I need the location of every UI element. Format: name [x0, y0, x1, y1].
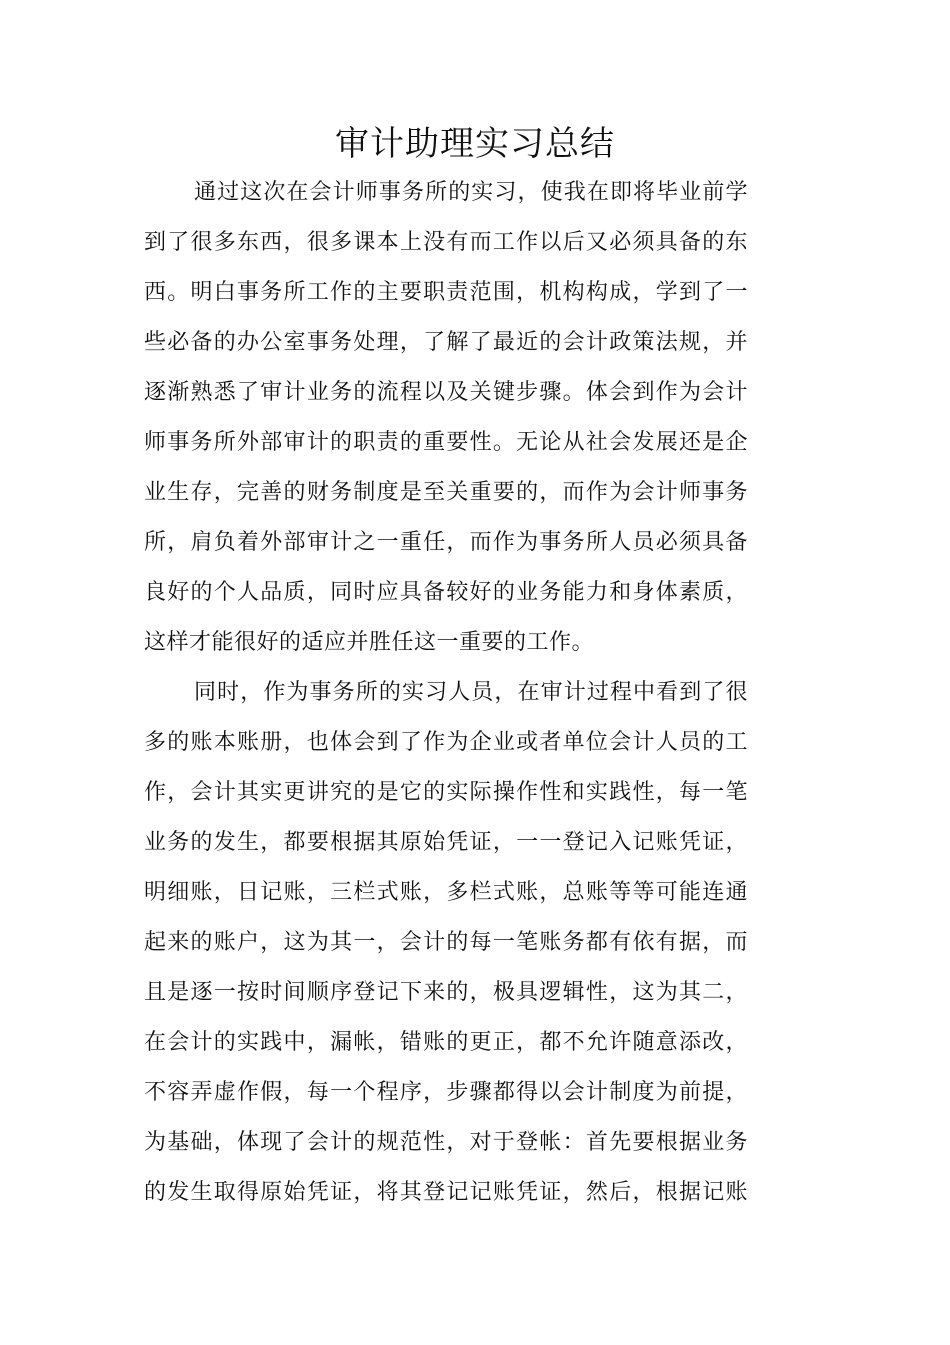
paragraph-line: 同时，作为事务所的实习人员，在审计过程中看到了很 [194, 680, 748, 705]
paragraph-line: 不容弄虚作假，每一个程序，步骤都得以会计制度为前提， [144, 1080, 748, 1105]
paragraph-line: 且是逐一按时间顺序登记下来的，极具逻辑性，这为其二， [144, 980, 748, 1005]
paragraph-line: 业生存，完善的财务制度是至关重要的，而作为会计师事务 [144, 480, 748, 505]
paragraph-line: 到了很多东西，很多课本上没有而工作以后又必须具备的东 [144, 230, 748, 255]
paragraph-line: 明细账，日记账，三栏式账，多栏式账，总账等等可能连通 [144, 880, 748, 905]
paragraph-2 [144, 668, 748, 1218]
paragraph-line: 的发生取得原始凭证，将其登记记账凭证，然后，根据记账 [144, 1180, 748, 1205]
paragraph-line: 通过这次在会计师事务所的实习，使我在即将毕业前学 [194, 180, 748, 205]
paragraph-1 [144, 168, 748, 668]
document-title: 审计助理实习总结 [335, 124, 615, 164]
paragraph-line: 些必备的办公室事务处理，了解了最近的会计政策法规，并 [144, 330, 748, 355]
paragraph-line: 师事务所外部审计的职责的重要性。无论从社会发展还是企 [144, 430, 748, 455]
paragraph-line: 这样才能很好的适应并胜任这一重要的工作。 [144, 630, 595, 655]
paragraph-line: 逐渐熟悉了审计业务的流程以及关键步骤。体会到作为会计 [144, 380, 748, 405]
paragraph-line: 作，会计其实更讲究的是它的实际操作性和实践性，每一笔 [144, 780, 748, 805]
paragraph-line: 在会计的实践中，漏帐，错账的更正，都不允许随意添改， [144, 1030, 748, 1055]
paragraph-line: 业务的发生，都要根据其原始凭证，一一登记入记账凭证， [144, 830, 748, 855]
paragraph-line: 良好的个人品质，同时应具备较好的业务能力和身体素质， [144, 580, 748, 605]
paragraph-line: 为基础，体现了会计的规范性，对于登帐：首先要根据业务 [144, 1130, 748, 1155]
paragraph-line: 起来的账户，这为其一，会计的每一笔账务都有依有据，而 [144, 930, 748, 955]
paragraph-line: 所，肩负着外部审计之一重任，而作为事务所人员必须具备 [144, 530, 748, 555]
document-body [144, 168, 748, 1218]
paragraph-line: 西。明白事务所工作的主要职责范围，机构构成，学到了一 [144, 280, 748, 305]
paragraph-line: 多的账本账册，也体会到了作为企业或者单位会计人员的工 [144, 730, 748, 755]
